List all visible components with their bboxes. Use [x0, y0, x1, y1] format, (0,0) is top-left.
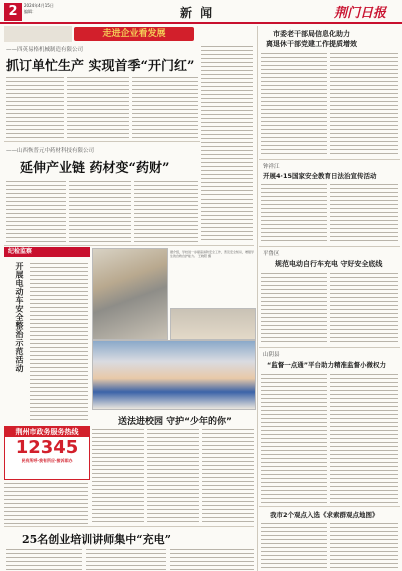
side-column-title[interactable]: 开展电动车安全整治示范活动 — [15, 262, 24, 373]
story1-headline[interactable]: 抓订单忙生产 实现首季“开门红” — [6, 59, 195, 74]
newspaper-logo: 荆门日报 — [334, 6, 387, 21]
divider — [259, 159, 400, 160]
photo-caption-text: 据介绍，学校进一步提高消防安全工作，普及安全知识，增强学生的自救自护能力。 — [170, 250, 254, 258]
story2-column-2 — [69, 180, 131, 242]
story1-column-2 — [67, 76, 129, 138]
banner-decoration — [4, 26, 72, 42]
story3-headline-2[interactable]: 离退休干部党建工作提质增效 — [266, 40, 357, 48]
story2-column-4 — [201, 198, 253, 242]
photo-credit: 王晓阳 摄 — [197, 254, 211, 258]
bottom-headline[interactable]: 25名创业培训讲师集中“充电” — [22, 533, 171, 546]
feature-banner: 走进企业看发展 — [74, 27, 194, 41]
hotline-number: 12345 — [15, 437, 79, 458]
divider — [4, 245, 254, 246]
story5-column-1 — [261, 272, 327, 344]
divider — [259, 347, 400, 348]
story6-column-2 — [330, 373, 398, 503]
story4-column-1 — [261, 183, 327, 243]
story2-column-1 — [6, 180, 66, 242]
story3-column-2 — [330, 52, 398, 157]
page-number: 2 — [4, 3, 22, 21]
story2-column-3 — [134, 180, 198, 242]
bottom-column-1 — [6, 548, 82, 570]
story5-kicker: 平鲁区 — [263, 251, 280, 257]
masthead-rule — [0, 22, 402, 24]
story7-column-1 — [261, 522, 327, 569]
divider — [4, 141, 200, 142]
hotline-title: 荆州市政务服务热线 — [5, 427, 89, 437]
story3-headline-1[interactable]: 市委老干部局信息化助力 — [273, 30, 350, 38]
hotline-subtitle: 民有所呼·我有所应·接诉即办 — [21, 458, 73, 463]
photo-caption — [170, 250, 254, 306]
bottom-column-2 — [86, 548, 166, 570]
story4-headline[interactable]: 开展4·15国家安全教育日法治宣传活动 — [263, 172, 377, 180]
story5-headline[interactable]: 规范电动自行车充电 守好安全底线 — [275, 260, 383, 268]
news-photo-1 — [92, 248, 168, 340]
date-text: 2024年4月15日 — [24, 3, 54, 8]
story6-kicker: 山阴县 — [263, 352, 280, 358]
divider — [259, 246, 400, 247]
side-column-body — [30, 262, 88, 422]
column-rule — [257, 26, 258, 571]
feature-column-1 — [92, 428, 144, 524]
story1-column-1 — [6, 76, 64, 138]
story7-column-2 — [330, 522, 398, 569]
side-column-tag: 纪检监察 — [4, 247, 90, 257]
story3-column-1 — [261, 52, 327, 157]
story5-column-2 — [330, 272, 398, 344]
feature-column-2 — [147, 428, 199, 524]
story7-headline[interactable]: 我市2个观点入选《求索群观点地图》 — [270, 511, 379, 519]
story4-kicker: 钟祥江 — [263, 164, 280, 170]
story6-column-1 — [261, 373, 327, 503]
news-photo-2 — [92, 340, 256, 410]
story1-column-3 — [132, 76, 198, 138]
news-photo-3 — [170, 308, 256, 340]
story4-column-2 — [330, 183, 398, 243]
story6-headline[interactable]: “监督一点通”平台助力精准监督小微权力 — [267, 361, 387, 369]
bottom-column-3 — [170, 548, 254, 570]
feature-headline[interactable]: 送法进校园 守护“少年的你” — [118, 417, 232, 427]
story2-headline[interactable]: 延伸产业链 药材变“药财” — [20, 161, 170, 176]
story1-column-4 — [201, 45, 253, 195]
story2-kicker: ——山西恢普元中药材科技有限公司 — [6, 148, 95, 154]
side-column-body-2 — [4, 482, 88, 524]
editor-text: 编辑： — [24, 9, 36, 14]
divider — [259, 506, 400, 507]
section-title: 新 闻 — [180, 6, 215, 20]
feature-column-3 — [202, 428, 254, 524]
divider — [4, 526, 254, 527]
story1-kicker: ——四英易格机械制造有限公司 — [6, 47, 84, 53]
date-line — [24, 3, 54, 15]
hotline-ad[interactable] — [4, 426, 90, 480]
